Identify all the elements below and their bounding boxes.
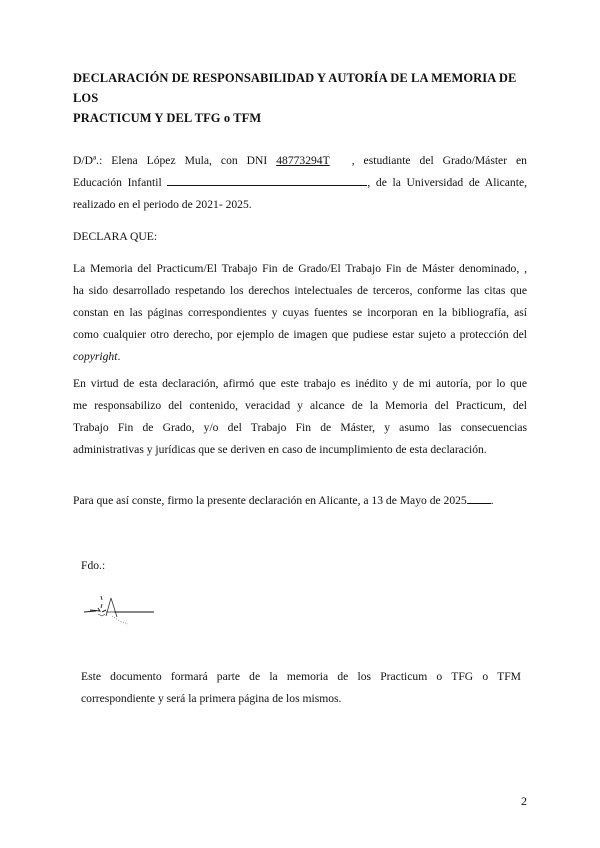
signature-image bbox=[84, 590, 164, 637]
p2-line-3: Trabajo Fin de Grado, y/o del Trabajo Fin de Máster, y asumo las consecuencias bbox=[73, 421, 527, 434]
dni-label: , con DNI bbox=[209, 154, 277, 167]
declarant-name: Elena López Mula bbox=[111, 154, 210, 167]
intro-mid-1: , estudiante del Grado/Máster en bbox=[351, 154, 527, 167]
title-line-1: DECLARACIÓN DE RESPONSABILIDAD Y AUTORÍA DE LA MEMORIA DE LOS bbox=[73, 71, 517, 105]
note-line-1: Este documento formará parte de la memoria de los Practicum o TFG o TFM bbox=[81, 670, 521, 683]
closing-text: Para que así conste, firmo la presente declaración en Alicante, a 13 de Mayo de 2025 bbox=[73, 494, 467, 507]
closing-underline bbox=[467, 491, 491, 504]
p1-line-2: ha sido desarrollado respetando los derechos intelectuales de terceros, conforme las citas que bbox=[73, 284, 527, 297]
paragraph-1 bbox=[73, 258, 527, 368]
intro-line-2 bbox=[73, 172, 527, 194]
p2-line-2: me responsabilizo del contenido, veracidad y alcance de la Memoria del Practicum, del bbox=[73, 399, 527, 412]
blank-underline bbox=[167, 173, 367, 186]
declara-heading: DECLARA QUE: bbox=[73, 230, 158, 243]
title-line-2: PRACTICUM Y DEL TFG o TFM bbox=[73, 111, 262, 125]
intro-line-3: realizado en el periodo de 2021- 2025. bbox=[73, 198, 252, 211]
intro-mid-2: , de la Universidad de Alicante, bbox=[367, 176, 527, 189]
p1-line-3: constan en las páginas correspondientes y cuyas fuentes se incorporan en la bibliografía, así bbox=[73, 306, 527, 319]
note-paragraph bbox=[81, 666, 521, 710]
dni-value: 48773294T bbox=[276, 154, 330, 167]
paragraph-2 bbox=[73, 373, 527, 461]
intro-line-1 bbox=[73, 150, 527, 172]
fdo-label: Fdo.: bbox=[81, 559, 106, 572]
p1-line-4: como cualquier otro derecho, por ejemplo de imagen que pudiese estar sujeto a protección del bbox=[73, 328, 527, 341]
note-line-2: correspondiente y será la primera página de los mismos. bbox=[81, 692, 342, 705]
page-number: 2 bbox=[521, 794, 527, 808]
intro-prefix: D/Dª.: bbox=[73, 154, 112, 167]
closing-line: Para que así conste, firmo la presente declaración en Alicante, a 13 de Mayo de 2025 . bbox=[73, 490, 527, 512]
p1-line-5: copyright. bbox=[73, 350, 121, 363]
p2-line-4: administrativas y jurídicas que se deriven en caso de incumplimiento de esta declaración. bbox=[73, 443, 487, 456]
document-title bbox=[73, 68, 533, 128]
copyright-word: copyright bbox=[73, 350, 118, 363]
p2-line-1: En virtud de esta declaración, afirmó que este trabajo es inédito y de mi autoría, por lo que bbox=[73, 377, 527, 390]
degree-name: Educación Infantil bbox=[73, 176, 162, 189]
p1-line-1: La Memoria del Practicum/El Trabajo Fin de Grado/El Trabajo Fin de Máster denominado, , bbox=[73, 262, 527, 275]
intro-paragraph bbox=[73, 150, 527, 216]
